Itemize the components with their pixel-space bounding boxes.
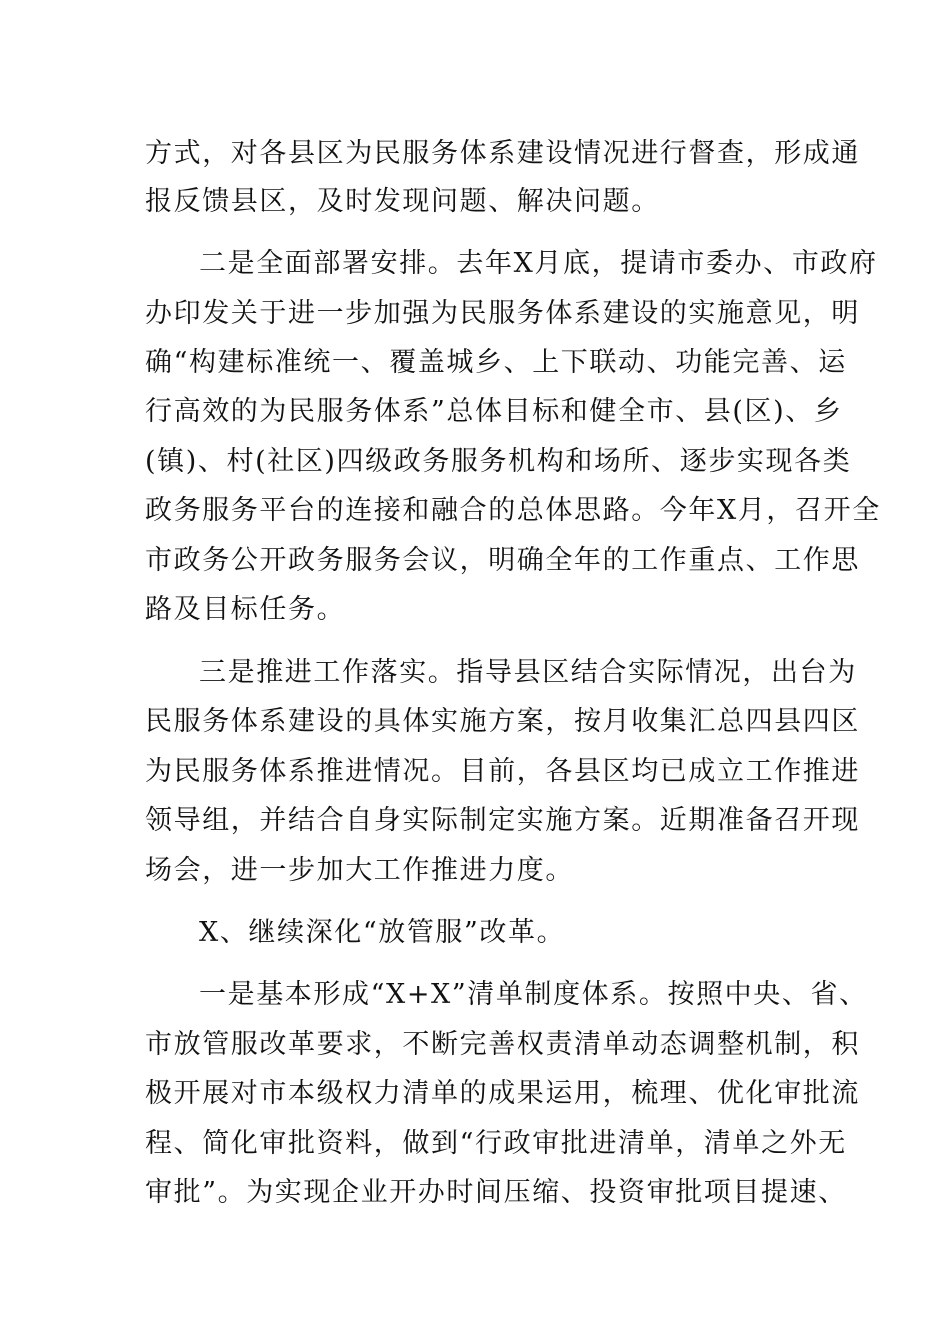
- text-line: 市放管服改革要求，不断完善权责清单动态调整机制，积: [145, 1029, 860, 1060]
- text-line: 极开展对市本级权力清单的成果运用，梳理、优化审批流: [145, 1078, 860, 1109]
- text-line: (镇)、村(社区)四级政务服务机构和场所、逐步实现各类: [145, 446, 852, 477]
- text-line: 报反馈县区，及时发现问题、解决问题。: [145, 186, 660, 217]
- text-line: 办印发关于进一步加强为民服务体系建设的实施意见，明: [145, 298, 860, 329]
- section-heading: X、继续深化“放管服”改革。: [199, 917, 566, 948]
- text-line: 方式，对各县区为民服务体系建设情况进行督查，形成通: [145, 138, 860, 169]
- text-line: 审批”。为实现企业开办时间压缩、投资审批项目提速、: [145, 1177, 847, 1208]
- paragraph-first-line: 二是全面部署安排。去年X月底，提请市委办、市政府: [199, 248, 878, 279]
- text-line: 领导组，并结合自身实际制定实施方案。近期准备召开现: [145, 805, 860, 836]
- text-line: 行高效的为民服务体系”总体目标和健全市、县(区)、乡: [145, 396, 843, 427]
- text-line: 场会，进一步加大工作推进力度。: [145, 855, 574, 886]
- text-line: 路及目标任务。: [145, 594, 346, 625]
- text-line: 民服务体系建设的具体实施方案，按月收集汇总四县四区: [145, 706, 860, 737]
- paragraph-first-line: 一是基本形成“X+X”清单制度体系。按照中央、省、: [199, 979, 868, 1010]
- text-line: 确“构建标准统一、覆盖城乡、上下联动、功能完善、运: [145, 347, 847, 378]
- text-line: 为民服务体系推进情况。目前，各县区均已成立工作推进: [145, 756, 860, 787]
- text-line: 市政务公开政务服务会议，明确全年的工作重点、工作思: [145, 545, 860, 576]
- paragraph-first-line: 三是推进工作落实。指导县区结合实际情况，出台为: [199, 657, 857, 688]
- text-line: 政务服务平台的连接和融合的总体思路。今年X月，召开全: [145, 495, 881, 526]
- text-line: 程、简化审批资料，做到“行政审批进清单，清单之外无: [145, 1128, 847, 1159]
